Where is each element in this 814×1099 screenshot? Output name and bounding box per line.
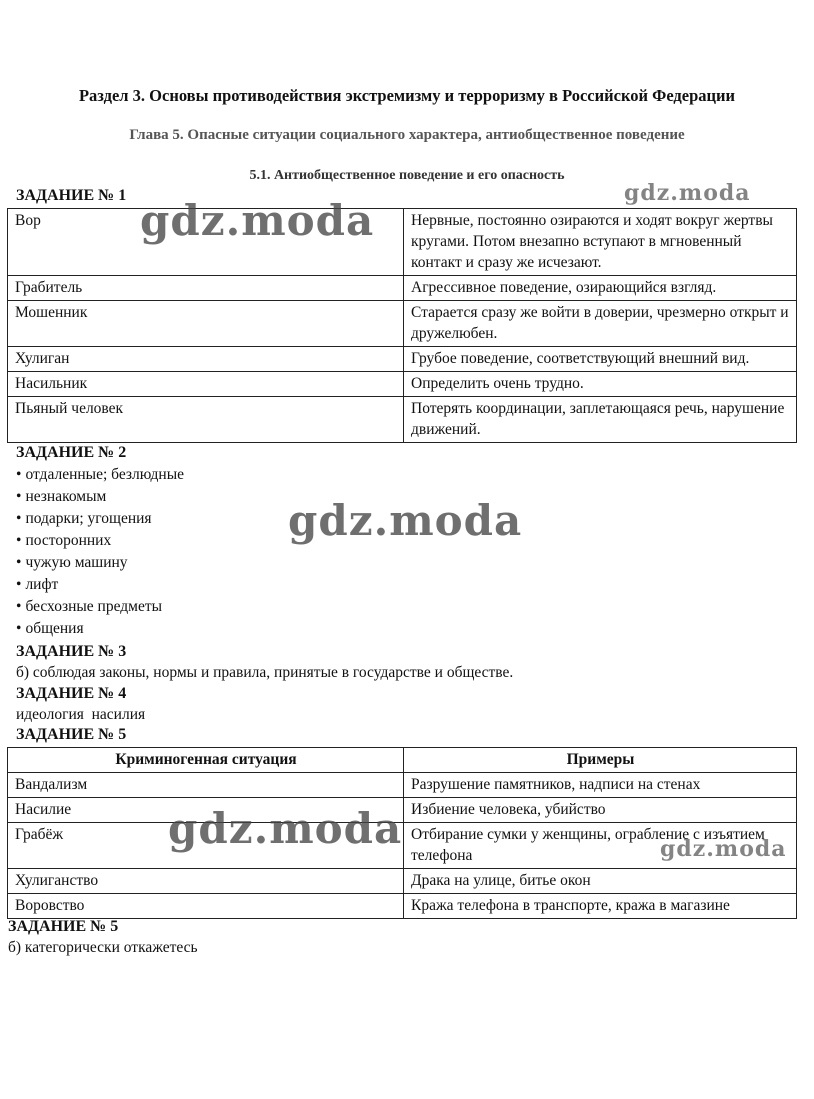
watermark-logo: gdz.moda	[624, 180, 751, 206]
task6-answer: б) категорически откажетесь	[8, 939, 198, 956]
table-cell: Отбирание сумки у женщины, ограбление с изъятием телефона	[404, 823, 797, 869]
task4-title: ЗАДАНИЕ № 4	[16, 685, 127, 702]
table-cell: Старается сразу же войти в доверии, чрезмерно открыт и дружелюбен.	[404, 301, 797, 347]
task1-table	[7, 208, 797, 443]
list-item: • посторонних	[16, 530, 184, 552]
column-header: Криминогенная ситуация	[8, 748, 404, 773]
table-cell: Хулиганство	[8, 869, 404, 894]
table-cell: Вор	[8, 209, 404, 276]
table-cell: Нервные, постоянно озираются и ходят вокруг жертвы кругами. Потом внезапно вступают в мгновенный контакт и сразу же исчезают.	[404, 209, 797, 276]
table-cell: Насилие	[8, 798, 404, 823]
table-cell: Определить очень трудно.	[404, 372, 797, 397]
table-cell: Грубое поведение, соответствующий внешний вид.	[404, 347, 797, 372]
list-item: • бесхозные предметы	[16, 596, 184, 618]
table-cell: Избиение человека, убийство	[404, 798, 797, 823]
table-cell: Агрессивное поведение, озирающийся взгляд.	[404, 276, 797, 301]
table-cell: Мошенник	[8, 301, 404, 347]
table-row	[8, 894, 797, 919]
task3-answer: б) соблюдая законы, нормы и правила, принятые в государстве и обществе.	[16, 664, 514, 681]
table-cell: Насильник	[8, 372, 404, 397]
table-header-row	[8, 748, 797, 773]
table-row	[8, 773, 797, 798]
list-item: • отдаленные; безлюдные	[16, 464, 184, 486]
table-cell: Грабитель	[8, 276, 404, 301]
list-item: • общения	[16, 618, 184, 640]
watermark-logo: gdz.moda	[140, 196, 375, 245]
task5-title: ЗАДАНИЕ № 5	[16, 726, 127, 743]
table-row	[8, 301, 797, 347]
table-row	[8, 276, 797, 301]
task6-title: ЗАДАНИЕ № 5	[8, 918, 119, 935]
table-row	[8, 869, 797, 894]
watermark-logo: gdz.moda	[288, 496, 523, 545]
table-row	[8, 397, 797, 443]
table-row	[8, 347, 797, 372]
task1-title: ЗАДАНИЕ № 1	[16, 187, 127, 204]
table-row	[8, 372, 797, 397]
list-item: • незнакомым	[16, 486, 184, 508]
table-cell: Пьяный человек	[8, 397, 404, 443]
list-item: • подарки; угощения	[16, 508, 184, 530]
table-cell: Вандализм	[8, 773, 404, 798]
task3-title: ЗАДАНИЕ № 3	[16, 643, 127, 660]
task4-answer: идеология насилия	[16, 706, 146, 723]
table-cell: Грабёж	[8, 823, 404, 869]
list-item: • лифт	[16, 574, 184, 596]
subsection-title: 5.1. Антиобщественное поведение и его опасность	[249, 168, 565, 183]
task2-title: ЗАДАНИЕ № 2	[16, 444, 127, 461]
section-title: Раздел 3. Основы противодействия экстремизму и терроризму в Российской Федерации	[78, 86, 736, 105]
table-cell: Потерять координации, заплетающаяся речь, нарушение движений.	[404, 397, 797, 443]
table-cell: Воровство	[8, 894, 404, 919]
chapter-title: Глава 5. Опасные ситуации социального характера, антиобщественное поведение	[129, 127, 685, 143]
table-cell: Драка на улице, битье окон	[404, 869, 797, 894]
task2-list	[16, 464, 184, 640]
watermark-logo: gdz.moda	[660, 836, 787, 862]
table-cell: Хулиган	[8, 347, 404, 372]
watermark-logo: gdz.moda	[168, 804, 403, 853]
table-row	[8, 209, 797, 276]
table-cell: Разрушение памятников, надписи на стенах	[404, 773, 797, 798]
table-cell: Кража телефона в транспорте, кража в магазине	[404, 894, 797, 919]
list-item: • чужую машину	[16, 552, 184, 574]
column-header: Примеры	[404, 748, 797, 773]
